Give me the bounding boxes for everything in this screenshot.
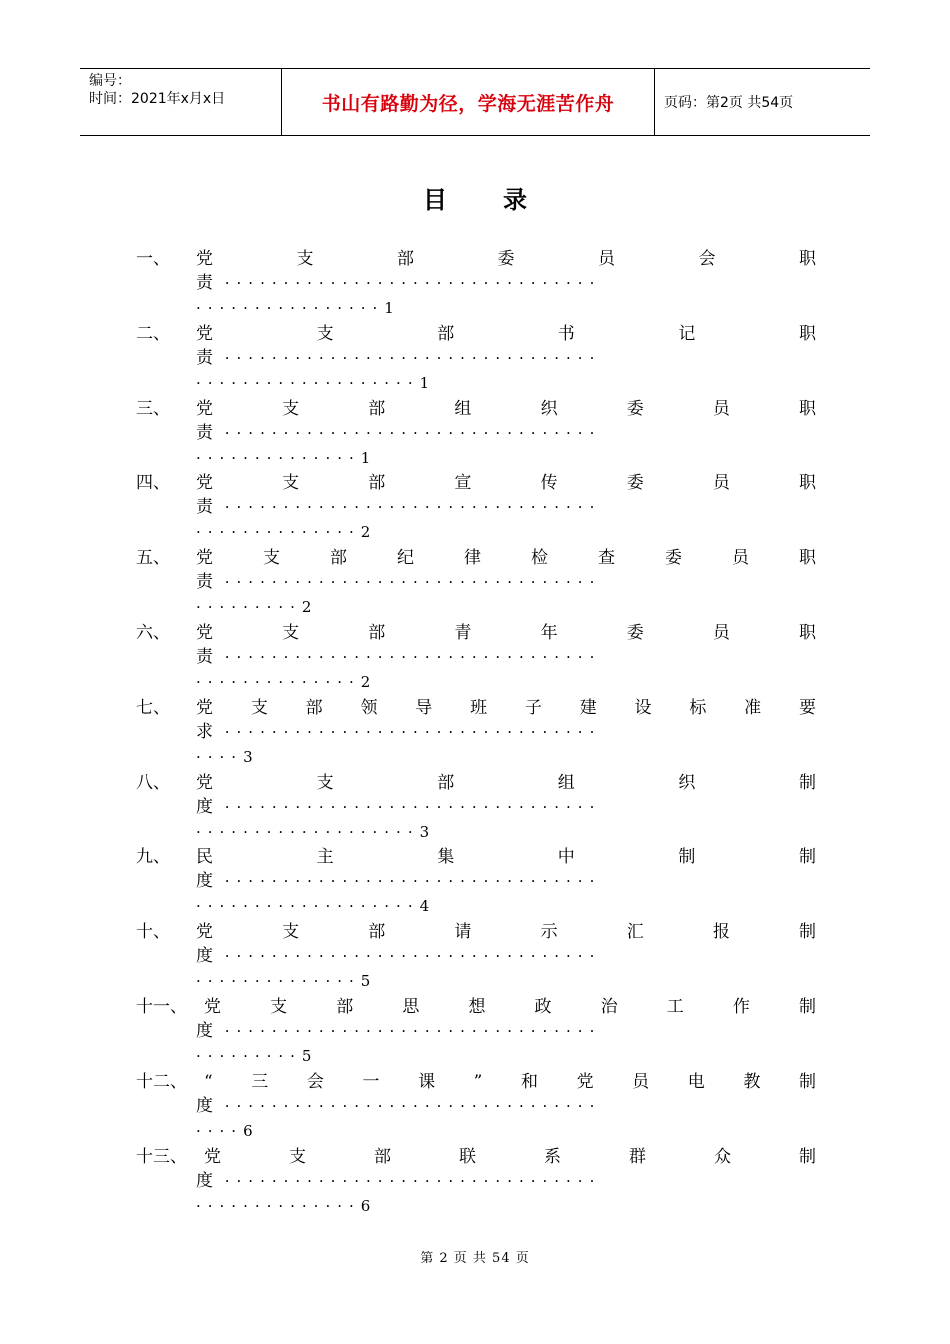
toc-title-char: 支	[316, 323, 334, 344]
toc-entry-leader	[196, 795, 816, 819]
toc-title-char: 组	[454, 398, 472, 419]
toc-entry-page-line	[196, 446, 370, 470]
toc-entry-leader	[196, 645, 816, 669]
toc-title-char: 思	[402, 996, 420, 1017]
toc-title-char: 三	[251, 1071, 269, 1092]
toc-title-char: 和	[520, 1071, 538, 1092]
toc-title-char: 联	[459, 1146, 476, 1167]
toc-title-char: 主	[316, 847, 334, 868]
toc-entry-title	[196, 246, 816, 272]
leader-dots: ··············	[196, 448, 361, 467]
toc-entry[interactable]	[136, 545, 816, 620]
leader-dots: ································	[213, 573, 602, 592]
leader-dots: ···················	[196, 373, 420, 392]
toc-entry-page-line	[196, 296, 394, 320]
toc-page-number: 5	[301, 1046, 312, 1065]
page-header	[80, 68, 870, 136]
leader-dots: ··············	[196, 972, 361, 991]
leader-dots: ································	[213, 872, 602, 891]
toc-entry-title	[196, 321, 816, 347]
toc-title-char: 群	[629, 1146, 646, 1167]
leader-dots: ································	[213, 1021, 602, 1040]
header-meta	[80, 69, 282, 135]
toc-title-char: 员	[712, 398, 730, 419]
toc-title-char: 党	[196, 622, 213, 643]
toc-title-char: 部	[368, 622, 386, 643]
toc-entry-title	[196, 844, 816, 870]
toc-entry-title	[196, 919, 816, 945]
toc-title-char: 支	[289, 1146, 306, 1167]
toc-title-char: 会	[306, 1071, 324, 1092]
toc-title-char: 制	[798, 847, 816, 868]
toc-title-char: 职	[798, 622, 816, 643]
toc-title-tail: 度	[196, 1020, 213, 1041]
toc-entry-number: 八、	[136, 772, 170, 793]
leader-dots: ································	[213, 423, 602, 442]
toc-entry-number: 一、	[136, 249, 170, 269]
toc-entry-number: 十、	[136, 922, 170, 943]
toc-entry[interactable]	[136, 844, 816, 919]
toc-title-char: 记	[678, 323, 696, 344]
toc-entry-leader	[196, 346, 816, 370]
toc-title-tail: 责	[196, 347, 213, 368]
leader-dots: ··············	[196, 523, 361, 542]
toc-entry-number: 九、	[136, 847, 170, 868]
toc-entry-page-line	[196, 820, 429, 844]
toc-entry-number: 十三、	[136, 1146, 187, 1167]
toc-title-char: 部	[336, 996, 354, 1017]
header-motto: 书山有路勤为径，学海无涯苦作舟	[282, 69, 655, 135]
toc-title-tail: 度	[196, 1170, 213, 1191]
leader-dots: ···················	[196, 822, 420, 841]
toc-title-char: 部	[305, 697, 323, 718]
toc-title-char: 职	[798, 323, 816, 344]
toc-title-char: 标	[689, 697, 707, 718]
toc-entry-title	[196, 695, 816, 721]
leader-dots: ································	[213, 1096, 602, 1115]
toc-title-char: 委	[626, 398, 644, 419]
toc-title-char: 会	[698, 249, 716, 269]
leader-dots: ································	[213, 947, 602, 966]
toc-title-char: 治	[600, 996, 618, 1017]
toc-entry-title	[204, 994, 816, 1020]
toc-title-char: 职	[798, 473, 816, 494]
toc-entry-title	[196, 396, 816, 422]
toc-entry-number: 四、	[136, 473, 170, 494]
toc-title-char: 检	[531, 548, 548, 569]
toc-entry-leader	[196, 1094, 816, 1118]
toc-entry-number: 五、	[136, 548, 170, 569]
toc-entry-page-line	[196, 595, 311, 619]
toc-title-char: 制	[798, 922, 816, 943]
toc-page-number: 2	[360, 672, 371, 691]
toc-title-char: 请	[454, 922, 472, 943]
toc-entry[interactable]	[136, 470, 816, 545]
toc-page-number: 6	[243, 1121, 253, 1140]
toc-entry-page-line	[196, 520, 370, 544]
toc-page-number: 6	[360, 1196, 371, 1215]
toc-title-char: 律	[464, 548, 481, 569]
toc-title-char: 准	[744, 697, 762, 718]
leader-dots: ································	[213, 797, 602, 816]
toc-title-char: 部	[330, 548, 347, 569]
toc-title-char: 员	[732, 548, 749, 569]
toc-title-tail: 度	[196, 871, 213, 892]
toc-entry-number: 二、	[136, 323, 170, 344]
toc-title-tail: 责	[196, 273, 213, 293]
toc-title-char: 党	[196, 772, 213, 793]
toc-entry[interactable]	[136, 695, 816, 770]
toc-title-char: 查	[598, 548, 615, 569]
toc-title-char: 支	[282, 922, 300, 943]
toc-entry-title	[196, 620, 816, 646]
toc-entry-page-line	[196, 969, 370, 993]
toc-entry-title	[204, 1069, 816, 1095]
toc-title-tail: 责	[196, 422, 213, 443]
toc-title-char: 部	[374, 1146, 391, 1167]
toc-title-char: 传	[540, 473, 558, 494]
toc-entry[interactable]	[136, 919, 816, 994]
toc-title-char: 员	[632, 1071, 650, 1092]
toc-entry-leader	[196, 1019, 816, 1043]
toc-entry[interactable]	[136, 770, 816, 845]
toc-title-char: 建	[579, 697, 597, 718]
toc-title-char: 职	[799, 249, 816, 269]
toc-page-number: 3	[243, 747, 253, 766]
toc-title-char: 作	[732, 996, 750, 1017]
page-title: 目录	[423, 186, 583, 214]
toc-title-char: 党	[196, 922, 213, 943]
toc-title-char: 课	[418, 1071, 436, 1092]
leader-dots: ·········	[196, 1046, 302, 1065]
toc-title-char: 员	[712, 473, 730, 494]
leader-dots: ··············	[196, 1196, 361, 1215]
toc-title-tail: 度	[196, 946, 213, 967]
toc-title-char: 电	[687, 1071, 705, 1092]
toc-title-char: 工	[666, 996, 684, 1017]
toc-title-char: 子	[524, 697, 542, 718]
toc-entry-page-line	[196, 670, 370, 694]
toc-entry-page-line	[196, 894, 429, 918]
toc-title-tail: 责	[196, 646, 213, 667]
toc-title-char: 集	[437, 847, 455, 868]
toc-title-char: 中	[557, 847, 575, 868]
toc-page-number: 2	[360, 523, 371, 542]
toc-title-char: 职	[798, 398, 816, 419]
toc-entry[interactable]	[136, 396, 816, 471]
page-footer: 第 2 页 共 54 页	[420, 1251, 530, 1266]
toc-title-char: 党	[196, 398, 213, 419]
toc-title-char: 纪	[397, 548, 414, 569]
toc-entry-page-line	[196, 745, 253, 769]
toc-title-char: 部	[368, 473, 386, 494]
toc-title-char: 青	[454, 622, 472, 643]
toc-title-char: 党	[196, 249, 213, 269]
toc-title-char: 导	[415, 697, 433, 718]
toc-title-char: 党	[196, 473, 213, 494]
toc-title-char: 员	[598, 249, 615, 269]
leader-dots: ································	[213, 647, 602, 666]
toc-title-tail: 求	[196, 721, 213, 742]
toc-entry-title	[196, 545, 816, 571]
toc-entry-number: 三、	[136, 398, 170, 419]
toc-title-char: 织	[678, 772, 696, 793]
toc-title-char: 宣	[454, 473, 472, 494]
leader-dots: ···················	[196, 897, 420, 916]
toc-title-char: 织	[540, 398, 558, 419]
toc-entry-leader	[196, 271, 816, 295]
toc-title-char: 众	[714, 1146, 731, 1167]
toc-entry-number: 六、	[136, 622, 170, 643]
toc-title-char: 党	[196, 323, 213, 344]
toc-title-char: 示	[540, 922, 558, 943]
toc-title-char: 汇	[626, 922, 644, 943]
toc-page-number: 1	[384, 299, 394, 317]
toc-title-char: 部	[437, 323, 455, 344]
leader-dots: ································	[213, 274, 602, 292]
leader-dots: ····	[196, 747, 244, 766]
toc-title-char: 委	[665, 548, 682, 569]
toc-entry-page-line	[196, 1194, 370, 1218]
toc-entry-title	[196, 770, 816, 796]
toc-title-char: 部	[437, 772, 455, 793]
toc-title-char: 支	[270, 996, 288, 1017]
toc-title-char: 职	[799, 548, 816, 569]
toc-entry-number: 七、	[136, 697, 170, 718]
toc-title-char: 部	[397, 249, 414, 269]
toc-title-char: 委	[626, 622, 644, 643]
toc-title-char: 想	[468, 996, 486, 1017]
toc-title-char: 一	[362, 1071, 380, 1092]
toc-entry-leader	[196, 720, 816, 744]
toc-title-char: 党	[204, 1146, 221, 1167]
leader-dots: ································	[213, 722, 602, 741]
toc-entry-leader	[196, 421, 816, 445]
toc-entry-page-line	[196, 371, 429, 395]
toc-title-char: “	[204, 1071, 213, 1092]
document-number-label: 编号：	[89, 73, 131, 89]
toc-title-char: 党	[204, 996, 221, 1017]
toc-title-char: 支	[282, 398, 300, 419]
toc-title-char: 部	[368, 922, 386, 943]
header-page-info: 页码：第2页 共54页	[664, 95, 794, 111]
toc-title-char: 支	[282, 622, 300, 643]
toc-title-char: 委	[497, 249, 515, 269]
toc-entry-page-line	[196, 1044, 311, 1068]
toc-title-char: ”	[473, 1071, 483, 1092]
toc-title-char: 教	[743, 1071, 761, 1092]
toc-entry-title	[204, 1144, 816, 1170]
toc-title-char: 党	[196, 548, 213, 569]
toc-title-char: 系	[544, 1146, 561, 1167]
toc-title-char: 支	[296, 249, 314, 269]
leader-dots: ····	[196, 1121, 244, 1140]
leader-dots: ·········	[196, 598, 302, 617]
toc-title-char: 书	[557, 323, 575, 344]
toc-title-char: 设	[634, 697, 652, 718]
toc-title-char: 支	[282, 473, 300, 494]
toc-page-number: 3	[419, 822, 430, 841]
leader-dots: ································	[213, 348, 602, 367]
toc-entry-page-line	[196, 1119, 253, 1143]
toc-title-tail: 度	[196, 796, 213, 817]
toc-entry-leader	[196, 570, 816, 594]
toc-entry-number: 十二、	[136, 1071, 187, 1092]
toc-title-char: 制	[798, 1071, 816, 1092]
toc-title-char: 党	[196, 697, 213, 718]
toc-title-char: 民	[196, 847, 213, 868]
toc-page-number: 1	[360, 448, 371, 467]
toc-entry-leader	[196, 495, 816, 519]
toc-title-char: 报	[712, 922, 730, 943]
toc-title-char: 年	[540, 622, 558, 643]
table-of-contents	[136, 246, 816, 1218]
toc-title-char: 员	[712, 622, 730, 643]
toc-title-char: 支	[250, 697, 268, 718]
toc-entry-title	[196, 470, 816, 496]
toc-page-number: 1	[419, 373, 430, 392]
toc-entry[interactable]	[136, 1069, 816, 1144]
toc-title-tail: 责	[196, 572, 213, 593]
toc-title-char: 党	[576, 1071, 594, 1092]
toc-entry-leader	[196, 944, 816, 968]
toc-entry[interactable]	[136, 321, 816, 396]
toc-entry[interactable]	[136, 1144, 816, 1219]
toc-title-tail: 责	[196, 497, 213, 518]
document-time-label: 时间：2021年x月x日	[89, 91, 226, 107]
toc-title-char: 领	[360, 697, 378, 718]
toc-entry[interactable]	[136, 994, 816, 1069]
leader-dots: ··············	[196, 672, 361, 691]
toc-entry[interactable]	[136, 620, 816, 695]
toc-entry-leader	[196, 869, 816, 893]
toc-page-number: 5	[360, 972, 371, 991]
toc-title-char: 委	[626, 473, 644, 494]
toc-entry[interactable]	[136, 246, 816, 321]
toc-entry-number: 十一、	[136, 996, 187, 1017]
leader-dots: ················	[196, 299, 385, 317]
toc-page-number: 2	[301, 598, 312, 617]
toc-title-char: 支	[316, 772, 334, 793]
toc-title-char: 班	[470, 697, 488, 718]
toc-title-char: 制	[678, 847, 696, 868]
toc-title-char: 制	[798, 996, 816, 1017]
toc-title-char: 组	[557, 772, 575, 793]
toc-title-char: 政	[534, 996, 552, 1017]
leader-dots: ································	[213, 1171, 602, 1190]
toc-page-number: 4	[419, 897, 430, 916]
toc-title-char: 部	[368, 398, 386, 419]
toc-title-tail: 度	[196, 1095, 213, 1116]
toc-title-char: 制	[798, 772, 816, 793]
leader-dots: ································	[213, 498, 602, 517]
toc-entry-leader	[196, 1169, 816, 1193]
toc-title-char: 要	[798, 697, 816, 718]
toc-title-char: 支	[263, 548, 280, 569]
toc-title-char: 制	[799, 1146, 816, 1167]
